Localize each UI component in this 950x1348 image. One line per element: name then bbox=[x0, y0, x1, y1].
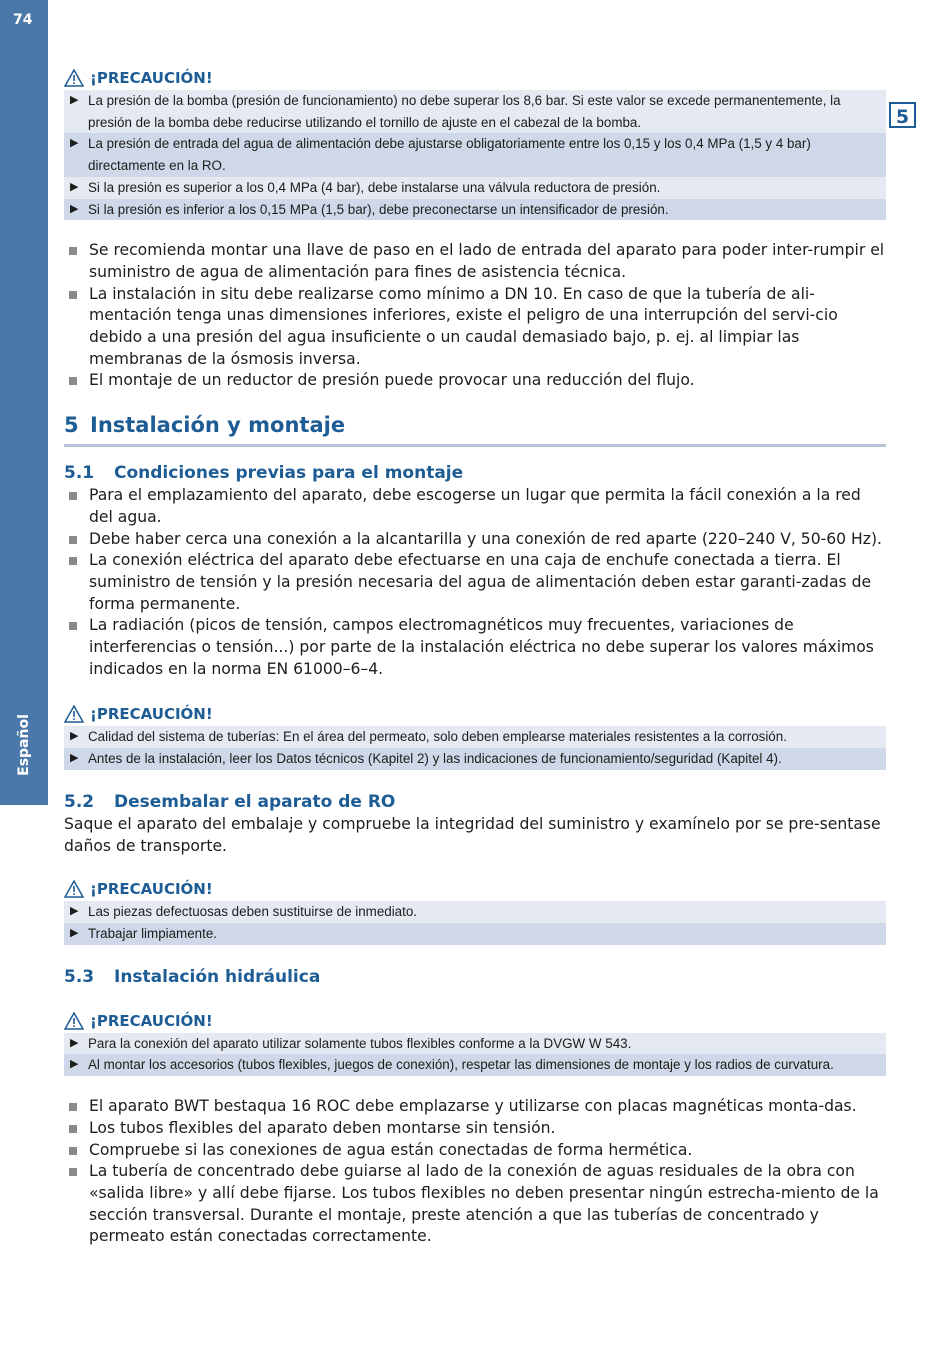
warning-icon bbox=[64, 880, 84, 898]
arrow-icon: ▶ bbox=[70, 1036, 79, 1049]
caution-item: ▶ Si la presión es inferior a los 0,15 MPa (1,5 bar), debe preconectarse un intensificador de presión. bbox=[64, 199, 886, 221]
list-item: El montaje de un reductor de presión puede provocar una reducción del flujo. bbox=[64, 370, 886, 392]
arrow-icon: ▶ bbox=[70, 137, 79, 150]
caution-box bbox=[64, 877, 886, 944]
caution-item: ▶ Trabajar limpiamente. bbox=[64, 923, 886, 945]
list-item: Para el emplazamiento del aparato, debe escogerse un lugar que permita la fácil conexión a la red del agua. bbox=[64, 485, 886, 528]
caution-item: ▶ Si la presión es superior a los 0,4 MPa (4 bar), debe instalarse una válvula reductora de presión. bbox=[64, 177, 886, 199]
list-item: Los tubos flexibles del aparato deben montarse sin tensión. bbox=[64, 1118, 886, 1140]
page-number: 74 bbox=[13, 12, 33, 28]
warning-icon bbox=[64, 1012, 84, 1030]
caution-item: ▶ Para la conexión del aparato utilizar solamente tubos flexibles conforme a la DVGW W 543. bbox=[64, 1033, 886, 1055]
arrow-icon: ▶ bbox=[70, 905, 79, 918]
list-item: La conexión eléctrica del aparato debe efectuarse en una caja de enchufe conectada a tierra. El suministro de tensión y la presión necesaria del agua de alimentación deben estar garanti-zadas de forma permanente. bbox=[64, 550, 886, 615]
caution-heading: ¡PRECAUCIÓN! bbox=[64, 1009, 886, 1033]
caution-item: ▶ Antes de la instalación, leer los Datos técnicos (Kapitel 2) y las indicaciones de funcionamiento/seguridad (Kapitel 4). bbox=[64, 748, 886, 770]
list-item: La instalación in situ debe realizarse como mínimo a DN 10. En caso de que la tubería de ali-mentación tenga unas dimensiones inferiores, existe el peligro de una interrupción del servi-cio debido a una presión del agua insuficiente o un caudal demasiado bajo, p. ej. al limpiar las membranas de la ósmosis inversa. bbox=[64, 284, 886, 371]
language-label: Español bbox=[16, 714, 32, 776]
paragraph: Saque el aparato del embalaje y compruebe la integridad del suministro y examínelo por se pre-sentase daños de transporte. bbox=[64, 814, 881, 855]
list-item: Se recomienda montar una llave de paso en el lado de entrada del aparato para poder inter-rumpir el suministro de agua de alimentación para fines de asistencia técnica. bbox=[64, 240, 886, 283]
arrow-icon: ▶ bbox=[70, 752, 79, 765]
caution-box bbox=[64, 1009, 886, 1076]
caution-box bbox=[64, 702, 886, 769]
list-item: Compruebe si las conexiones de agua están conectadas de forma hermética. bbox=[64, 1140, 886, 1162]
content bbox=[64, 66, 886, 1248]
list-item: Debe haber cerca una conexión a la alcantarilla y una conexión de red aparte (220–240 V, 50-60 Hz). bbox=[64, 529, 886, 551]
caution-box bbox=[64, 66, 886, 220]
arrow-icon: ▶ bbox=[70, 180, 79, 193]
caution-item: ▶ Al montar los accesorios (tubos flexibles, juegos de conexión), respetar las dimensiones de montaje y los radios de curvatura. bbox=[64, 1054, 886, 1076]
list-item: La radiación (picos de tensión, campos electromagnéticos muy frecuentes, variaciones de interferencias o tensión...) por parte de la instalación eléctrica no debe superar los valores máximos indicados en la norma EN 61000–6–4. bbox=[64, 615, 886, 680]
arrow-icon: ▶ bbox=[70, 1058, 79, 1071]
arrow-icon: ▶ bbox=[70, 730, 79, 743]
subsection-heading: 5.2 Desembalar el aparato de RO bbox=[64, 791, 396, 812]
caution-heading: ¡PRECAUCIÓN! bbox=[64, 702, 886, 726]
warning-icon bbox=[64, 69, 84, 87]
arrow-icon: ▶ bbox=[70, 926, 79, 939]
section-heading: 5 Instalación y montaje bbox=[64, 408, 886, 447]
subsection-heading: 5.1 Condiciones previas para el montaje bbox=[64, 463, 464, 484]
arrow-icon: ▶ bbox=[70, 94, 79, 106]
chapter-tab: 5 bbox=[889, 102, 916, 128]
caution-item: ▶ Las piezas defectuosas deben sustituirse de inmediato. bbox=[64, 901, 886, 923]
caution-item: ▶ La presión de la bomba (presión de funcionamiento) no debe superar los 8,6 bar. Si este valor se excede permanentemente, la presión de la bomba debe reducirse utilizando el tornillo de ajuste en el cabezal de la bomba. bbox=[64, 90, 886, 133]
caution-heading: ¡PRECAUCIÓN! bbox=[64, 877, 886, 901]
list-item: La tubería de concentrado debe guiarse al lado de la conexión de aguas residuales de la obra con «salida libre» y allí debe fijarse. Los tubos flexibles no deben presentar ningún estrecha-miento de la sección transversal. Durante el montaje, preste atención a que las tuberías de concentrado y permeato están conectadas correctamente. bbox=[64, 1161, 886, 1248]
subsection-heading: 5.3 Instalación hidráulica bbox=[64, 966, 321, 987]
bullet-list bbox=[64, 1096, 886, 1248]
caution-item: ▶ Calidad del sistema de tuberías: En el área del permeato, solo deben emplearse materiales resistentes a la corrosión. bbox=[64, 726, 886, 748]
warning-icon bbox=[64, 705, 84, 723]
sidebar bbox=[0, 0, 48, 805]
bullet-list bbox=[64, 485, 886, 680]
list-item: El aparato BWT bestaqua 16 ROC debe emplazarse y utilizarse con placas magnéticas monta-das. bbox=[64, 1096, 886, 1118]
bullet-list bbox=[64, 240, 886, 392]
arrow-icon: ▶ bbox=[70, 202, 79, 215]
caution-item: ▶ La presión de entrada del agua de alimentación debe ajustarse obligatoriamente entre los 0,15 y los 0,4 MPa (1,5 y 4 bar) directamente en la RO. bbox=[64, 133, 886, 176]
caution-heading: ¡PRECAUCIÓN! bbox=[64, 66, 886, 90]
